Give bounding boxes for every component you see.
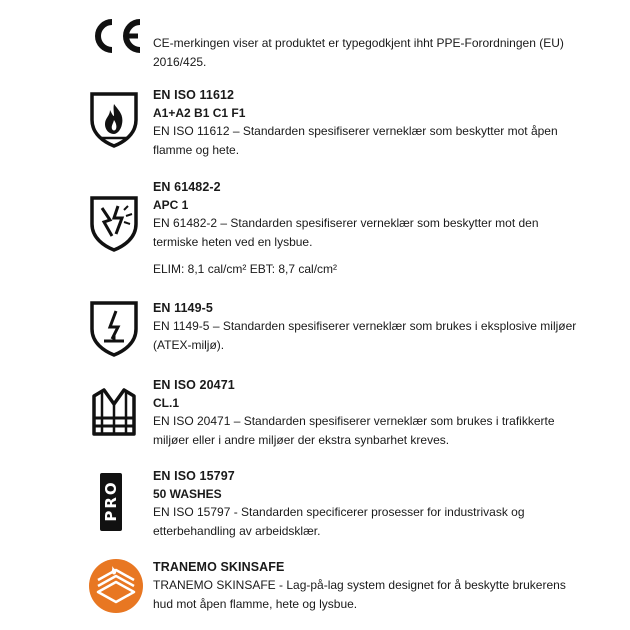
section-subtitle: CL.1 (153, 396, 180, 410)
section-description: EN ISO 20471 – Standarden spesifiserer verneklær som brukes i trafikkerte miljøer eller i andre miljøer der ekstra synbarhet kreves. (153, 414, 555, 447)
section-title: EN ISO 20471 (153, 378, 235, 392)
flame-shield-icon (88, 90, 140, 153)
section-title: EN ISO 15797 (153, 469, 235, 483)
section-subtitle: 50 WASHES (153, 487, 222, 501)
section-title: EN ISO 11612 (153, 88, 235, 102)
pro-badge-icon (100, 473, 124, 531)
section-title: TRANEMO SKINSAFE (153, 560, 285, 574)
section-description: EN ISO 11612 – Standarden spesifiserer verneklær som beskytter mot åpen flamme og hete. (153, 124, 558, 157)
section-description: EN ISO 15797 - Standarden specificerer prosesser for industrivask og etterbehandling av arbeidsklær. (153, 505, 525, 538)
electric-arc-shield-icon (88, 194, 140, 257)
section-subtitle: A1+A2 B1 C1 F1 (153, 106, 246, 120)
ce-mark-icon (88, 16, 146, 61)
section-description: EN 61482-2 – Standarden spesifiserer verneklær som beskytter mot den termiske heten ved en lysbue. (153, 216, 539, 249)
arc-values: ELIM: 8,1 cal/cm² EBT: 8,7 cal/cm² (153, 262, 338, 276)
hi-vis-vest-icon (88, 386, 140, 443)
section-description: TRANEMO SKINSAFE - Lag-på-lag system designet for å beskytte brukerens hud mot åpen flamme, hete og lysbue. (153, 578, 566, 611)
section-subtitle: APC 1 (153, 198, 189, 212)
antistatic-shield-icon (88, 299, 140, 362)
ce-description: CE-merkingen viser at produktet er typegodkjent ihht PPE-Forordningen (EU) 2016/425. (153, 36, 564, 69)
tranemo-skinsafe-icon (88, 558, 144, 619)
section-title: EN 1149-5 (153, 301, 213, 315)
section-title: EN 61482-2 (153, 180, 221, 194)
section-description: EN 1149-5 – Standarden spesifiserer verneklær som brukes i eksplosive miljøer (ATEX-miljø). (153, 319, 577, 352)
pro-badge-text: PRO (102, 480, 120, 522)
